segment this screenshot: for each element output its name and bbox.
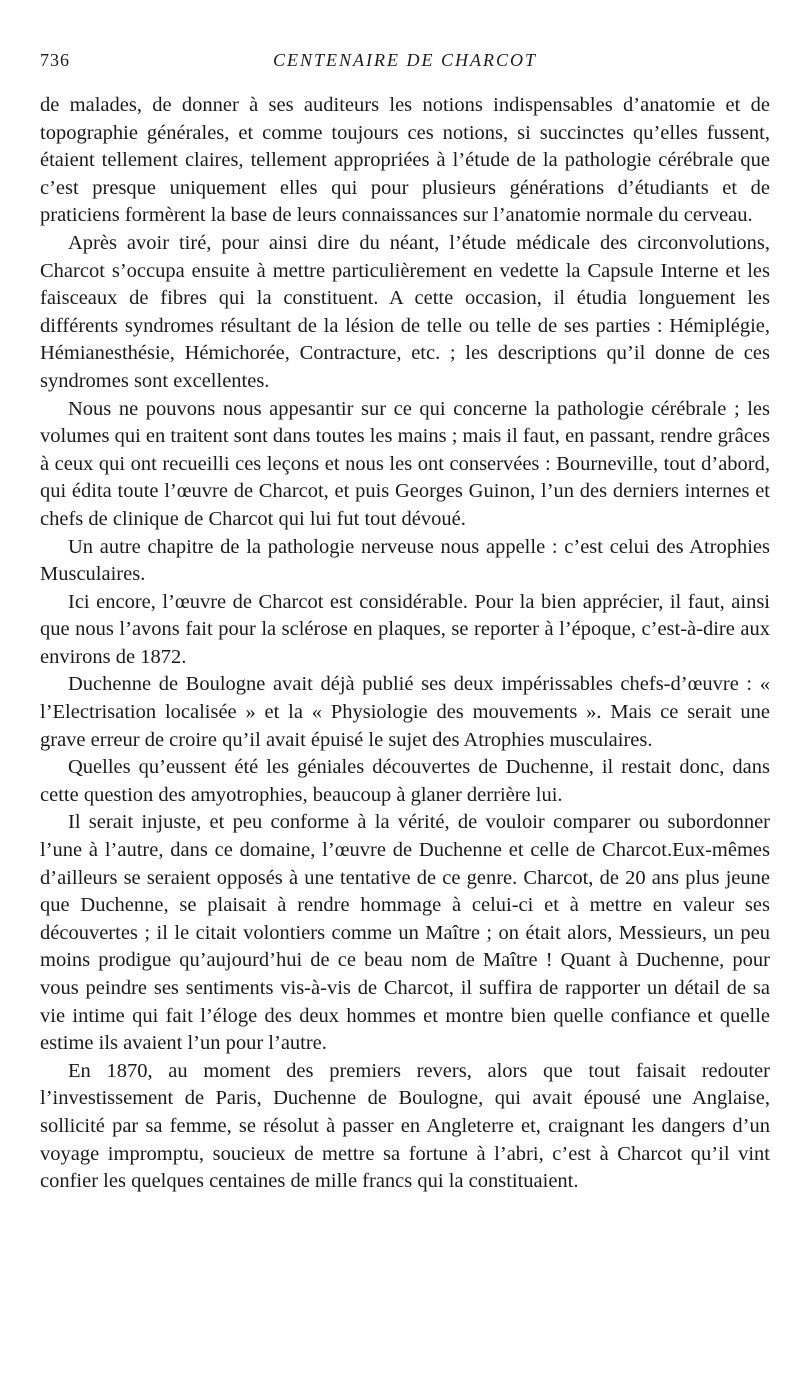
paragraph: Quelles qu’eussent été les géniales découvertes de Duchenne, il restait donc, dans cette question des amyotrophies, beaucoup à glaner derrière lui.: [40, 756, 770, 806]
page-number: 736: [40, 50, 70, 70]
paragraph: Après avoir tiré, pour ainsi dire du néant, l’étude médicale des circonvolutions, Charcot s’occupa ensuite à mettre particulièrement en vedette la Capsule Interne et les faisceaux de fibres qui la constituent. A cette occasion, il étudia longuement les différents syndromes résultant de la lésion de telle ou telle de ses parties : Hémiplégie, Hémianesthésie, Hémichorée, Contracture, etc. ; les descriptions qu’il donne de ces syndromes sont excellentes.: [40, 231, 770, 392]
body-text: [40, 92, 770, 1196]
paragraph: Ici encore, l’œuvre de Charcot est considérable. Pour la bien apprécier, il faut, ainsi que nous l’avons fait pour la sclérose en plaques, se reporter à l’époque, c’est-à-dire aux environs de 1872.: [40, 590, 770, 668]
page-header: [40, 50, 770, 80]
paragraph: de malades, de donner à ses auditeurs les notions indispensables d’anatomie et de topographie générales, et comme toujours ces notions, si succinctes qu’elles fussent, étaient tellement claires, tellement appropriées à l’étude de la pathologie cérébrale que c’est presque uniquement elles qui pour plusieurs générations d’étudiants et de praticiens formèrent la base de leurs connaissances sur l’anatomie normale du cerveau.: [40, 94, 770, 227]
paragraph: Duchenne de Boulogne avait déjà publié ses deux impérissables chefs-d’œuvre : « l’Electrisation localisée » et la « Physiologie des mouvements ». Mais ce serait une grave erreur de croire qu’il avait épuisé le sujet des Atrophies musculaires.: [40, 673, 770, 751]
book-page: [40, 0, 770, 1196]
paragraph: Nous ne pouvons nous appesantir sur ce qui concerne la pathologie cérébrale ; les volumes qui en traitent sont dans toutes les mains ; mais il faut, en passant, rendre grâces à ceux qui ont recueilli ces leçons et nous les ont conservées : Bourneville, tout d’abord, qui édita toute l’œuvre de Charcot, et puis Georges Guinon, l’un des derniers internes et chefs de clinique de Charcot qui lui fut tout dévoué.: [40, 397, 770, 530]
paragraph: Il serait injuste, et peu conforme à la vérité, de vouloir comparer ou subordonner l’une à l’autre, dans ce domaine, l’œuvre de Duchenne et celle de Charcot.Eux-mêmes d’ailleurs se seraient opposés à une tentative de ce genre. Charcot, de 20 ans plus jeune que Duchenne, se plaisait à rendre hommage à celui-ci et à mettre en valeur ses découvertes ; il le citait volontiers comme un Maître ; on était alors, Messieurs, un peu moins prodigue qu’aujourd’hui de ce beau nom de Maître ! Quant à Duchenne, pour vous peindre ses sentiments vis-à-vis de Charcot, il suffira de rapporter un détail de sa vie intime qui fait l’éloge des deux hommes et montre bien quelle confiance et quelle estime ils avaient l’un pour l’autre.: [40, 811, 770, 1055]
running-title: CENTENAIRE DE CHARCOT: [272, 50, 537, 70]
paragraph: En 1870, au moment des premiers revers, alors que tout faisait redouter l’investissement de Paris, Duchenne de Boulogne, qui avait épousé une Anglaise, sollicité par sa femme, se résolut à passer en Angleterre et, craignant les dangers d’un voyage impromptu, soucieux de mettre sa fortune à l’abri, c’est à Charcot qu’il vint confier les quelques centaines de mille francs qui la constituaient.: [40, 1059, 770, 1193]
paragraph: Un autre chapitre de la pathologie nerveuse nous appelle : c’est celui des Atrophies Musculaires.: [40, 535, 770, 586]
